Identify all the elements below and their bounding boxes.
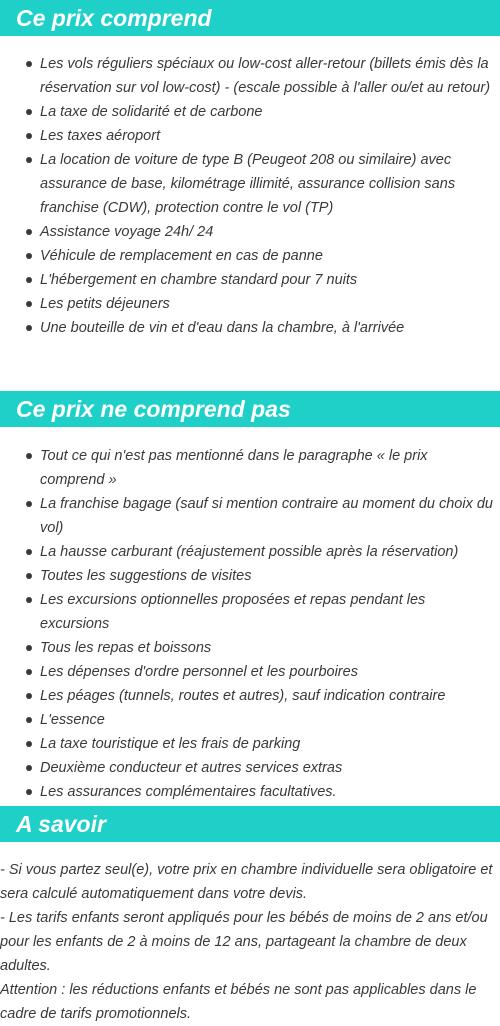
info-paragraph: Attention : les réductions enfants et bébés ne sont pas applicables dans le cadre de tarifs promotionnels. (0, 982, 477, 1022)
list-item: Une bouteille de vin et d'eau dans la chambre, à l'arrivée (40, 316, 496, 340)
list-item: Les taxes aéroport (40, 124, 496, 148)
list-item: Les vols réguliers spéciaux ou low-cost aller-retour (billets émis dès la réservation sur vol low-cost) - (escale possible à l'aller ou/et au retour) (40, 52, 496, 100)
list-item: Tous les repas et boissons (40, 636, 496, 660)
section-good-to-know (0, 806, 500, 1026)
list-item: Tout ce qui n'est pas mentionné dans le paragraphe « le prix comprend » (40, 444, 496, 492)
section-heading-info: A savoir (0, 806, 500, 842)
list-item: La location de voiture de type B (Peugeot 208 ou similaire) avec assurance de base, kilométrage illimité, assurance collision sans franchise (CDW), protection contre le vol (TP) (40, 148, 496, 220)
section-heading-includes: Ce prix comprend (0, 0, 500, 36)
excludes-list (0, 444, 500, 804)
list-item: La hausse carburant (réajustement possible après la réservation) (40, 540, 496, 564)
section-heading-excludes: Ce prix ne comprend pas (0, 391, 500, 427)
list-item: Les dépenses d'ordre personnel et les pourboires (40, 660, 496, 684)
list-item: La franchise bagage (sauf si mention contraire au moment du choix du vol) (40, 492, 496, 540)
list-item: Les péages (tunnels, routes et autres), sauf indication contraire (40, 684, 496, 708)
list-item: Assistance voyage 24h/ 24 (40, 220, 496, 244)
list-item: L'essence (40, 708, 496, 732)
info-paragraph: - Si vous partez seul(e), votre prix en chambre individuelle sera obligatoire et sera calculé automatiquement dans votre devis. (0, 862, 493, 902)
section-price-excludes (0, 391, 500, 804)
list-item: La taxe touristique et les frais de parking (40, 732, 496, 756)
list-item: Les excursions optionnelles proposées et repas pendant les excursions (40, 588, 496, 636)
list-item: Deuxième conducteur et autres services extras (40, 756, 496, 780)
list-item: Les assurances complémentaires facultatives. (40, 780, 496, 804)
list-item: L'hébergement en chambre standard pour 7 nuits (40, 268, 496, 292)
list-item: La taxe de solidarité et de carbone (40, 100, 496, 124)
includes-list (0, 52, 500, 340)
list-item: Véhicule de remplacement en cas de panne (40, 244, 496, 268)
info-paragraph: - Les tarifs enfants seront appliqués pour les bébés de moins de 2 ans et/ou pour les enfants de 2 à moins de 12 ans, partageant la chambre de deux adultes. (0, 910, 488, 974)
info-text (0, 858, 500, 1026)
list-item: Toutes les suggestions de visites (40, 564, 496, 588)
section-price-includes (0, 0, 500, 340)
list-item: Les petits déjeuners (40, 292, 496, 316)
